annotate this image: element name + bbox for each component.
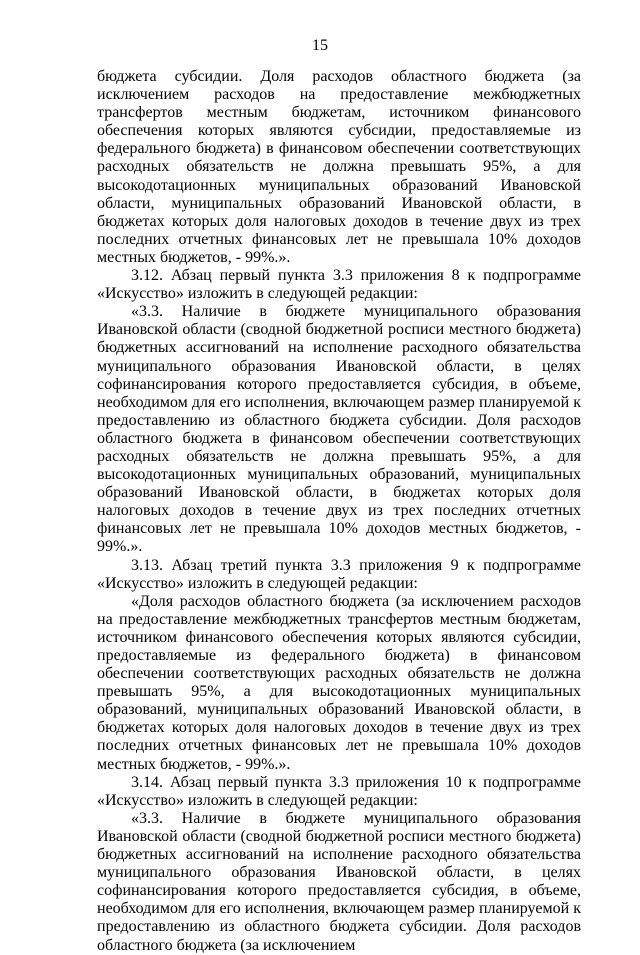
paragraph-clause-3-13: 3.13. Абзац третий пункта 3.3 приложения 9 к подпрограмме «Искусство» изложить в следующей редакции: [97,556,581,592]
paragraph-continuation: бюджета субсидии. Доля расходов областного бюджета (за исключением расходов на предоставление межбюджетных трансфертов местным бюджетам, источником финансового обеспечения которых являются субсидии, предоставляемые из федерального бюджета) в финансовом обеспечении соответствующих расходных обязательств не должна превышать 95%, а для высокодотационных муниципальных образований Ивановской области, муниципальных образований Ивановской области, в бюджетах которых доля налоговых доходов в течение двух из трех последних отчетных финансовых лет не превышала 10% доходов местных бюджетов, - 99%.». [97,68,581,266]
paragraph-quote-appendix-9: «Доля расходов областного бюджета (за исключением расходов на предоставление межбюджетных трансфертов местным бюджетам, источником финансового обеспечения которых являются субсидии, предоставляемые из федерального бюджета) в финансовом обеспечении соответствующих расходных обязательств не должна превышать 95%, а для высокодотационных муниципальных образований, муниципальных образований Ивановской области, в бюджетах которых доля налоговых доходов в течение двух из трех последних отчетных финансовых лет не превышала 10% доходов местных бюджетов, - 99%.». [97,592,581,773]
document-body [97,68,581,955]
paragraph-clause-3-14: 3.14. Абзац первый пункта 3.3 приложения 10 к подпрограмме «Искусство» изложить в следующей редакции: [97,773,581,809]
paragraph-clause-3-12: 3.12. Абзац первый пункта 3.3 приложения 8 к подпрограмме «Искусство» изложить в следующей редакции: [97,267,581,303]
paragraph-quote-3-3-appendix-10: «3.3. Наличие в бюджете муниципального образования Ивановской области (сводной бюджетной росписи местного бюджета) бюджетных ассигнований на исполнение расходного обязательства муниципального образования Ивановской области, в целях софинансирования которого предоставляется субсидия, в объеме, необходимом для его исполнения, включающем размер планируемой к предоставлению из областного бюджета субсидии. Доля расходов областного бюджета (за исключением [97,809,581,954]
page-number: 15 [312,37,328,54]
paragraph-quote-3-3-appendix-8: «3.3. Наличие в бюджете муниципального образования Ивановской области (сводной бюджетной росписи местного бюджета) бюджетных ассигнований на исполнение расходного обязательства муниципального образования Ивановской области, в целях софинансирования которого предоставляется субсидия, в объеме, необходимом для его исполнения, включающем размер планируемой к предоставлению из областного бюджета субсидии. Доля расходов областного бюджета в финансовом обеспечении соответствующих расходных обязательств не должна превышать 95%, а для высокодотационных муниципальных образований, муниципальных образований Ивановской области, в бюджетах которых доля налоговых доходов в течение двух из трех последних отчетных финансовых лет не превышала 10% доходов местных бюджетов, - 99%.». [97,303,581,556]
